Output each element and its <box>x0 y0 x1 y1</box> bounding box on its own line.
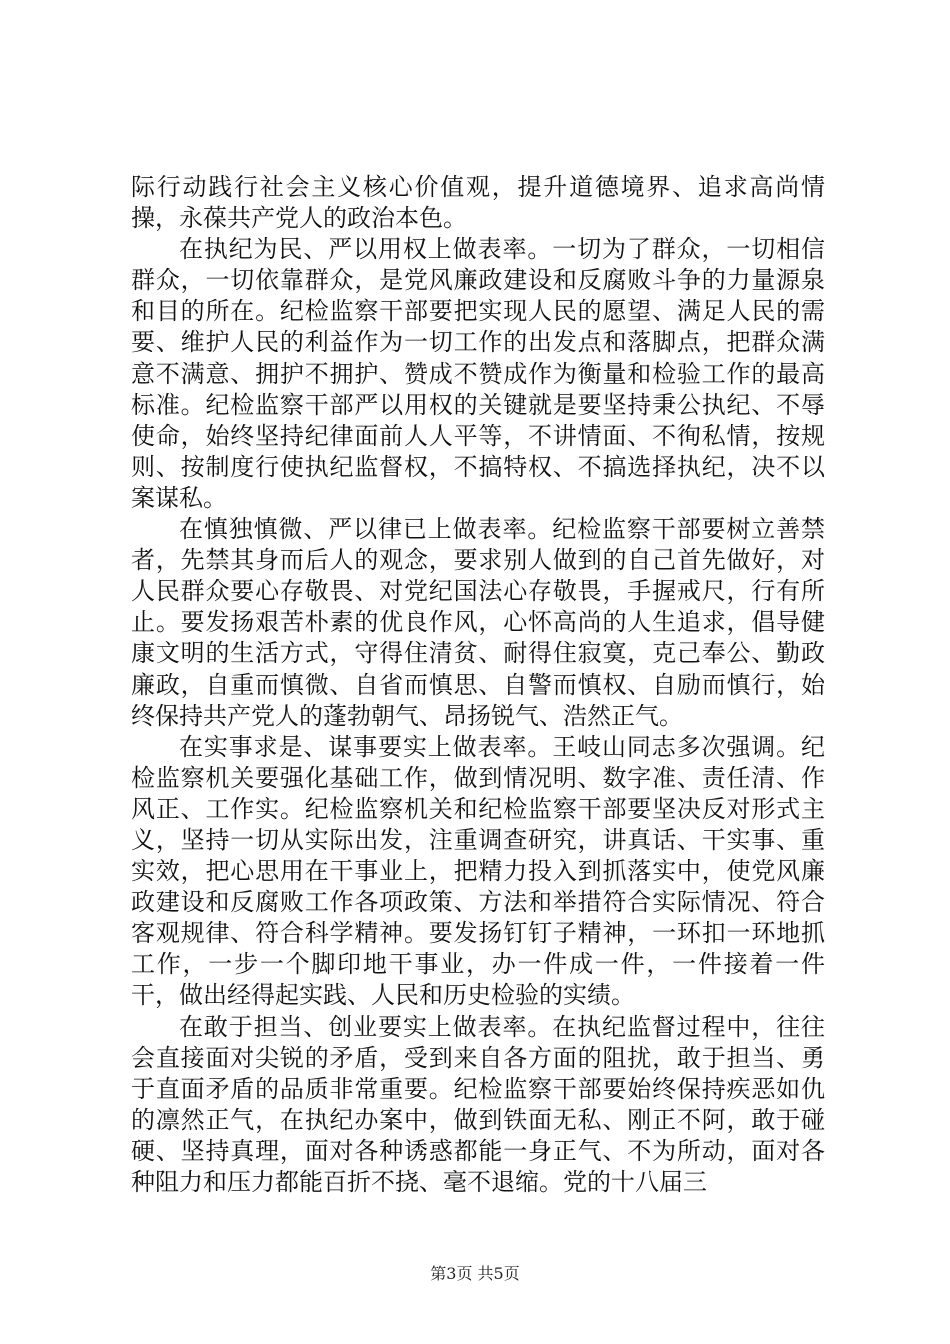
paragraph-5: 在敢于担当、创业要实上做表率。在执纪监督过程中，往往会直接面对尖锐的矛盾，受到来自各方面的阻扰，敢于担当、勇于直面矛盾的品质非常重要。纪检监察干部要始终保持疾恶如仇的凛然正气，在执纪办案中，做到铁面无私、刚正不阿，敢于碰硬、坚持真理，面对各种诱惑都能一身正气、不为所动，面对各种阻力和压力都能百折不挠、毫不退缩。党的十八届三 <box>131 1012 825 1196</box>
page-number-footer: 第3页 共5页 <box>430 1264 520 1283</box>
paragraph-2: 在执纪为民、严以用权上做表率。一切为了群众，一切相信群众，一切依靠群众，是党风廉政建设和反腐败斗争的力量源泉和目的所在。纪检监察干部要把实现人民的愿望、满足人民的需要、维护人民的利益作为一切工作的出发点和落脚点，把群众满意不满意、拥护不拥护、赞成不赞成作为衡量和检验工作的最高标准。纪检监察干部严以用权的关键就是要坚持秉公执纪、不辱使命，始终坚持纪律面前人人平等，不讲情面、不徇私情，按规则、按制度行使执纪监督权，不搞特权、不搞选择执纪，决不以案谋私。 <box>131 235 825 512</box>
paragraph-3: 在慎独慎微、严以律已上做表率。纪检监察干部要树立善禁者，先禁其身而后人的观念，要求别人做到的自己首先做好，对人民群众要心存敬畏、对党纪国法心存敬畏，手握戒尺，行有所止。要发扬艰苦朴素的优良作风，心怀高尚的人生追求，倡导健康文明的生活方式，守得住清贫、耐得住寂寞，克己奉公、勤政廉政，自重而慎微、自省而慎思、自警而慎权、自励而慎行，始终保持共产党人的蓬勃朝气、昂扬锐气、浩然正气。 <box>131 515 825 730</box>
document-body <box>131 172 825 1198</box>
paragraph-4: 在实事求是、谋事要实上做表率。王岐山同志多次强调。纪检监察机关要强化基础工作，做到情况明、数字准、责任清、作风正、工作实。纪检监察机关和纪检监察干部要坚决反对形式主义，坚持一切从实际出发，注重调查研究，讲真话、干实事、重实效，把心思用在干事业上，把精力投入到抓落实中，使党风廉政建设和反腐败工作各项政策、方法和举措符合实际情况、符合客观规律、符合科学精神。要发扬钉钉子精神，一环扣一环地抓工作，一步一个脚印地干事业，办一件成一件，一件接着一件干，做出经得起实践、人民和历史检验的实绩。 <box>131 732 825 1010</box>
paragraph-1: 际行动践行社会主义核心价值观，提升道德境界、追求高尚情操，永葆共产党人的政治本色。 <box>131 173 825 233</box>
